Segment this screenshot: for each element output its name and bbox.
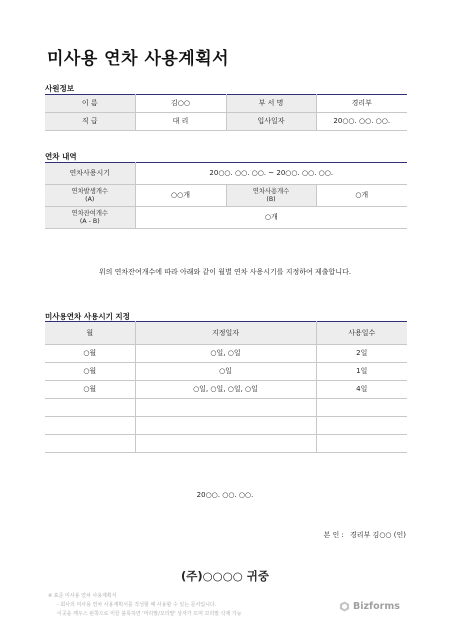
remaining-count-value: ○개 <box>135 207 407 229</box>
brand-logo <box>339 601 400 612</box>
schedule-dates-cell <box>135 399 316 417</box>
footnote-line-2: - 회사의 미사용 연차 사용계획서를 작성할 때 사용할 수 있는 문서입니다. <box>57 601 217 608</box>
schedule-section-title: 미사용연차 사용시기 지정 <box>45 312 130 321</box>
footnote-line-3: 이곳을 깨우스 왼쪽으로 미끌 블록하면 '머리말/꼬리말' 상자가 뜨며 꼬리말 삭제 가능 <box>57 610 242 617</box>
rank-value: 대 리 <box>135 113 226 131</box>
period-value: 20○○. ○○. ○○. ~ 20○○. ○○. ○○. <box>135 163 407 185</box>
table-row <box>45 417 407 435</box>
period-label: 연차사용시기 <box>45 163 135 185</box>
table-row <box>45 363 407 381</box>
join-date-label: 입사일자 <box>226 113 316 131</box>
schedule-header-month: 월 <box>45 322 135 345</box>
occurred-count-value: ○○개 <box>135 185 226 207</box>
leave-info-table <box>45 162 407 229</box>
company-recipient: (주)○○○○ 귀중 <box>181 569 269 583</box>
used-count-label <box>226 185 316 207</box>
notice-text: 위의 연차잔여개수에 따라 아래와 같이 월별 연차 사용시기를 지정하여 제출합니다. <box>98 268 352 276</box>
leave-section-title: 연차 내역 <box>45 152 77 161</box>
dept-value: 경리부 <box>316 95 407 113</box>
signer-line <box>319 530 406 540</box>
schedule-days-cell: 1일 <box>316 363 407 381</box>
footnote-line-1: ※ 표준 미사용 연차 사용계획서 <box>48 593 117 599</box>
dept-label: 부 서 명 <box>226 95 316 113</box>
schedule-dates-cell <box>135 435 316 453</box>
table-row <box>45 399 407 417</box>
remaining-count-label <box>45 207 135 229</box>
submission-date: 20○○. ○○. ○○. <box>196 491 254 499</box>
brand-name: Bizforms <box>353 601 400 612</box>
join-date-value: 20○○. ○○. ○○. <box>316 113 407 131</box>
used-count-label-sub: (B) <box>266 195 276 203</box>
remaining-count-label-main: 연차잔여개수 <box>71 210 108 218</box>
table-row <box>45 435 407 453</box>
schedule-days-cell: 4일 <box>316 381 407 399</box>
schedule-month-cell: ○월 <box>45 381 135 399</box>
schedule-header-dates: 지정일자 <box>135 322 316 345</box>
schedule-days-cell: 2일 <box>316 345 407 363</box>
schedule-days-cell <box>316 399 407 417</box>
employee-section-title: 사원정보 <box>45 84 74 93</box>
schedule-month-cell <box>45 399 135 417</box>
footnote <box>48 592 242 618</box>
table-row <box>45 345 407 363</box>
bizforms-logo-icon <box>339 601 350 612</box>
schedule-dates-cell: ○일 <box>135 363 316 381</box>
rank-label: 직 급 <box>45 113 135 131</box>
schedule-table <box>45 321 407 453</box>
used-count-value: ○개 <box>316 185 407 207</box>
document-title: 미사용 연차 사용계획서 <box>47 49 230 69</box>
schedule-month-cell: ○월 <box>45 345 135 363</box>
occurred-count-label-main: 연차발생개수 <box>71 188 108 196</box>
schedule-month-cell <box>45 417 135 435</box>
schedule-month-cell <box>45 435 135 453</box>
table-row <box>45 381 407 399</box>
employee-info-table <box>45 94 407 131</box>
used-count-label-main: 연차사용개수 <box>252 188 290 196</box>
occurred-count-label <box>45 185 135 207</box>
schedule-dates-cell <box>135 417 316 435</box>
name-value: 김○○ <box>135 95 226 113</box>
occurred-count-label-sub: (A) <box>85 195 95 203</box>
name-label: 이 름 <box>45 95 135 113</box>
schedule-dates-cell: ○일, ○일 <box>135 345 316 363</box>
signer-label: 본 인 : <box>323 531 344 539</box>
schedule-dates-cell: ○일, ○일, ○일, ○일 <box>135 381 316 399</box>
schedule-header-days: 사용일수 <box>316 322 407 345</box>
remaining-count-label-sub: (A - B) <box>79 217 100 225</box>
schedule-month-cell: ○월 <box>45 363 135 381</box>
schedule-days-cell <box>316 417 407 435</box>
schedule-days-cell <box>316 435 407 453</box>
signer-value: 경리부 김○○ (인) <box>350 531 406 539</box>
